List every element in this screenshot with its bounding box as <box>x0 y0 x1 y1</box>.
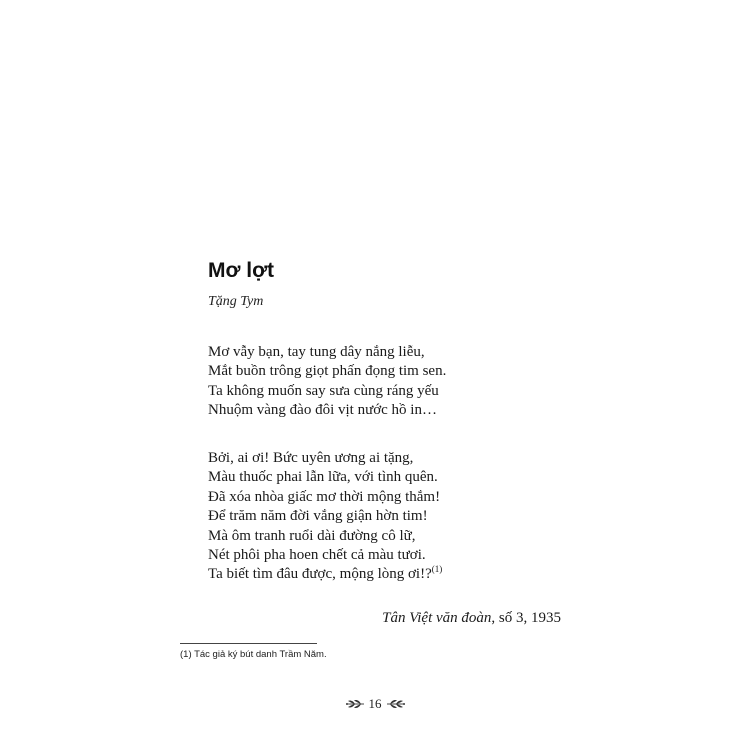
footnote-text: (1) Tác giả ký bút danh Trầm Năm. <box>180 649 327 660</box>
poem-line-last <box>208 565 442 584</box>
footnote-divider <box>180 643 317 644</box>
poem-line: Mắt buồn trông giọt phấn đọng tim sen. <box>208 363 447 380</box>
poem-stanza-1 <box>208 343 446 421</box>
poem-line: Nét phôi pha hoen chết cả màu tươi. <box>208 547 426 564</box>
footnote-reference[interactable]: (1) <box>431 564 443 575</box>
poem-title: Mơ lợt <box>208 259 275 282</box>
poem-line: Màu thuốc phai lẫn lữa, với tình quên. <box>208 469 438 486</box>
poem-line: Đã xóa nhòa giấc mơ thời mộng thắm! <box>208 488 441 505</box>
poem-line: Ta không muốn say sưa cùng ráng yếu <box>208 382 439 399</box>
poem-line: Mà ôm tranh ruổi dài đường cô lữ, <box>208 527 416 544</box>
page-number: 16 <box>368 696 382 711</box>
source-issue: , số 3, 1935 <box>491 610 561 626</box>
poem-dedication: Tặng Tym <box>208 294 264 309</box>
poem-stanza-2 <box>208 449 442 585</box>
poem-line: Để trăm năm đời vắng giận hờn tim! <box>208 508 428 525</box>
poem-line: Mơ vẫy bạn, tay tung dây nắng liễu, <box>208 344 425 360</box>
poem-line: Nhuộm vàng đào đôi vịt nước hồ in… <box>208 402 437 419</box>
poem-line: Bởi, ai ơi! Bức uyên ương ai tặng, <box>208 450 414 466</box>
leaf-ornament-icon <box>345 698 365 710</box>
page-number-area <box>0 695 750 713</box>
source-publication: Tân Việt văn đoàn <box>382 610 492 626</box>
poem-line-text: Ta biết tìm đâu được, mộng lòng ơi!? <box>208 566 432 583</box>
poem-source <box>382 608 561 628</box>
leaf-ornament-icon <box>386 698 406 710</box>
